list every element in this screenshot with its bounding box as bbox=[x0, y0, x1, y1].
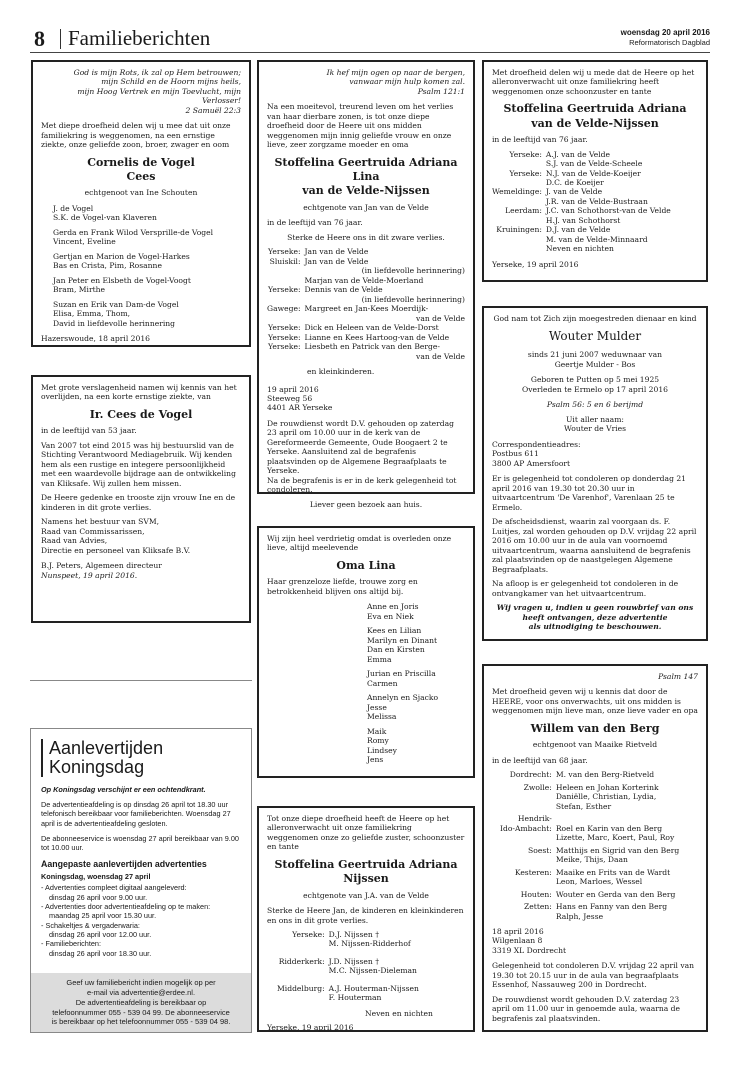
closing-note: Wij vragen u, indien u geen rouwbrief van ons heeft ontvangen, deze advertentie als uitnodiging te beschouwen. bbox=[496, 603, 694, 632]
obituary-wouter-mulder bbox=[482, 306, 708, 641]
comfort-text: De Heere gedenke en trooste zijn vrouw Ine en de kinderen in dit grote verlies. bbox=[41, 493, 236, 512]
address-block: Correspondentieadres: Postbus 611 3800 AP Amersfoort bbox=[492, 439, 581, 468]
relatives-table: Yerseke: D.J. Nijssen † M. Nijssen-Ridderhof Ridderkerk: J.D. Nijssen † M.C. Nijssen-Dieleman Middelburg: A.J. Houterman-Nijssen F. Houterman bbox=[277, 929, 419, 1003]
grandchildren-line: en kleinkinderen. bbox=[307, 367, 375, 377]
deceased-name: Stoffelina Geertruida Adriana van de Velde-Nijssen bbox=[503, 102, 687, 130]
intro-text: Met droefheid delen wij u mede dat de Heere op het alleronverwacht uit onze familiekring heeft weggenomen onze schoonzuster en tante bbox=[492, 68, 695, 96]
relatives-table: Dordrecht: M. van den Berg-Rietveld Zwolle: Heleen en Johan Korterink Daniëlle, Christian, Lydia, Stefan, Esther Hendrik- Ido-Ambacht: Roel en Karin van den Berg Lizette, Marc, Koert, Paul, Roy Soest: Matthijs en Sigrid van den Berg Meike, Thijs, Daan Kesteren: Maaike en Frits van de Wardt Leon, Marloes, Wessel Houten: Wouter en Gerda van den Berg Zetten: Hans en Fanny van den Berg Ralph, Jesse bbox=[500, 770, 680, 921]
relatives-table: Yerseke: A.J. van de Velde S.J. van de Velde-Scheele Yerseke: N.J. van de Velde-Koeijer D.C. de Koeijer Wemeldinge: J. van de Velde J.R. van de Velde-Bustraan Leerdam: J.C. van Schothorst-van de Velde H.J. van Schothorst Kruiningen: D.J. van de Velde M. van de Velde-Minnaard Neven en nichten bbox=[492, 149, 671, 254]
tribute-text: Van 2007 tot eind 2015 was hij bestuurslid van de Stichting Verantwoord Mediagebruik. Wij kenden hem als een rustige en integere persoonlijkheid met een waardevolle bijdrage aan de ontwikkeling van Kliksafe. Wij zullen hem missen. bbox=[41, 440, 236, 488]
family-group: Gerda en Frank Wilod Versprille-de Vogel Vincent, Eveline bbox=[53, 227, 214, 247]
obituary-stoffelina-family bbox=[482, 60, 708, 282]
bible-verse: God is mijn Rots, ik zal op Hem betrouwen; mijn Schild en de Hoorn mijns heils, mijn Hoog Vertrek en mijn Toevlucht, mijn Verlosser! 2 Samuël 22:3 bbox=[73, 68, 241, 115]
contact-footer: Geef uw familiebericht indien mogelijk op per e-mail via advertentie@erdee.nl. De advertentieafdeling is bereikbaar op telefoonnummer 055 - 539 04 99. De abonneeservice is bereikbaar op het telefoonnummer 055 - 539 04 98. bbox=[31, 973, 251, 1032]
obituary-willem-van-den-berg bbox=[482, 664, 708, 1032]
koningsdag-notice bbox=[30, 728, 252, 1033]
intro-text: Tot onze diepe droefheid heeft de Heere op het alleronverwacht uit onze familiekring weggenomen onze zo geliefde zuster, schoonzuster en tante bbox=[267, 814, 465, 852]
condolence-note: Na de begrafenis is er in de kerk gelegenheid tot condoleren. bbox=[267, 475, 457, 495]
page-number: 8 bbox=[34, 26, 45, 51]
intro-text: God nam tot Zich zijn moegestreden dienaar en kind bbox=[493, 314, 697, 323]
deceased-name: Oma Lina bbox=[336, 558, 396, 572]
spouse-line: echtgenoot van Ine Schouten bbox=[84, 188, 198, 198]
closing-line: Liever geen bezoek aan huis. bbox=[309, 499, 423, 509]
after-text: Na afloop is er gelegenheid tot condoleren in de ontvangkamer van het uitvaartcentrum. bbox=[492, 579, 679, 598]
nieces-line: Neven en nichten bbox=[365, 1008, 433, 1018]
family-list bbox=[41, 204, 241, 328]
deadline-list: - Advertenties compleet digitaal aangeleverd: dinsdag 26 april voor 9.00 uur. - Advertenties door advertentieafdeling op te maken: maandag 25 april voor 15.30 uur. - Schakeltjes & vergaderwaria: dinsdag 26 april voor 12.00 uur. - Familieberichten: dinsdag 26 april voor 18.30 uur. bbox=[41, 883, 211, 958]
condolence-text: Gelegenheid tot condoleren D.V. vrijdag 22 april van 19.30 tot 20.15 uur in de aula van begraafplaats Essenhof, Nassauweg 200 in Dordrecht. bbox=[492, 961, 695, 990]
service-text: De afscheidsdienst, waarin zal voorgaan ds. F. Luitjes, zal worden gehouden op D.V. vrijdag 22 april 2016 om 10.00 uur in de aula van voornoemd uitvaartcentrum, waarna aansluitend de begrafenis zal plaatsvinden op de naastgelegen Algemene Begraafplaats. bbox=[492, 517, 697, 574]
bible-verse: Ik hef mijn ogen op naar de bergen, vanwaar mijn hulp komen zal. Psalm 121:1 bbox=[326, 68, 465, 96]
widower-line: sinds 21 juni 2007 weduwnaar van Geertje Mulder - Bos bbox=[527, 350, 663, 369]
deceased-name: Stoffelina Geertruida Adriana Nijssen bbox=[274, 857, 458, 886]
notice-paragraph: De advertentieafdeling is op dinsdag 26 april tot 18.30 uur telefonisch bereikbaar voor familieberichten. Woensdag 27 april is de advertentieafdeling gesloten. bbox=[41, 800, 231, 828]
age-line: in de leeftijd van 76 jaar. bbox=[267, 218, 363, 228]
obituary-stoffelina-nijssen bbox=[257, 806, 475, 1032]
address-block: 18 april 2016 Wilgenlaan 8 3319 XL Dordrecht bbox=[492, 927, 567, 955]
deceased-name: Willem van den Berg bbox=[530, 721, 660, 735]
deceased-name: Wouter Mulder bbox=[548, 329, 642, 344]
condolence-text: Er is gelegenheid tot condoleren op donderdag 21 april 2016 van 19.30 tot 20.30 uur in uitvaartcentrum 'De Varenhof', Varenlaan 25 te Ermelo. bbox=[492, 474, 687, 512]
place-date: Yerseke, 19 april 2016 bbox=[267, 1023, 354, 1033]
signature: B.J. Peters, Algemeen directeur bbox=[41, 561, 162, 571]
comfort-line: Sterke de Heere ons in dit zware verlies. bbox=[287, 232, 445, 242]
family-group: Gertjan en Marion de Vogel-Harkes Bas en Crista, Pim, Rosanne bbox=[53, 251, 190, 271]
header-divider bbox=[60, 29, 61, 49]
place-date: Yerseke, 19 april 2016 bbox=[492, 259, 579, 269]
service-text: De rouwdienst wordt gehouden D.V. zaterdag 23 april om 11.00 uur in genoemde aula, waarna de begrafenis zal plaatsvinden. bbox=[492, 994, 681, 1023]
on-behalf: Namens het bestuur van SVM, Raad van Commissarissen, Raad van Advies, Directie en personeel van Kliksafe B.V. bbox=[41, 517, 191, 555]
life-dates: Geboren te Putten op 5 mei 1925 Overleden te Ermelo op 17 april 2016 bbox=[521, 375, 668, 394]
obituary-ir-cees-de-vogel bbox=[31, 375, 251, 623]
age-line: in de leeftijd van 76 jaar. bbox=[492, 135, 588, 145]
notice-paragraph: De abonneeservice is woensdag 27 april bereikbaar van 9.00 tot 10.00 uur. bbox=[41, 834, 239, 853]
column-divider bbox=[30, 680, 252, 681]
place-date: Hazerswoude, 18 april 2016 bbox=[41, 334, 151, 344]
family-group: Suzan en Erik van Dam-de Vogel Elisa, Emma, Thom, David in liefdevolle herinnering bbox=[53, 299, 179, 328]
family-group: J. de Vogel S.K. de Vogel-van Klaveren bbox=[53, 203, 157, 223]
age-line: in de leeftijd van 53 jaar. bbox=[41, 426, 137, 436]
deceased-name: Ir. Cees de Vogel bbox=[89, 407, 193, 421]
notice-title: Aanlevertijden Koningsdag bbox=[41, 739, 243, 777]
psalm-reference: Psalm 56: 5 en 6 berijmd bbox=[546, 400, 644, 410]
page-header bbox=[30, 26, 710, 53]
intro-text: Met grote verslagenheid namen wij kennis van het overlijden, na een korte ernstige ziekte, van bbox=[41, 383, 237, 402]
obituary-oma-lina bbox=[257, 526, 475, 778]
address-block: 19 april 2016 Steeweg 56 4401 AR Yerseke bbox=[267, 384, 333, 413]
intro-text: Met droefheid geven wij u kennis dat door de HEERE, voor ons onverwachts, uit ons midden is weggenomen mijn lieve man, onze lieve vader en opa bbox=[492, 687, 698, 716]
comfort-text: Sterke de Heere Jan, de kinderen en kleinkinderen en ons in dit grote verlies. bbox=[267, 906, 464, 925]
intro-text: Wij zijn heel verdrietig omdat is overleden onze lieve, altijd meelevende bbox=[267, 534, 452, 553]
intro-text: Na een moeitevol, treurend leven om het verlies van haar dierbare zonen, is tot onze diepe droefheid door de Heere uit ons midden weggenomen mijn innig geliefde vrouw en onze lieve, zeer zorgzame moeder en oma bbox=[267, 102, 454, 150]
issue-date: woensdag 20 april 2016 bbox=[620, 28, 710, 37]
deceased-name: Cornelis de Vogel Cees bbox=[87, 155, 195, 184]
family-group: Jan Peter en Elsbeth de Vogel-Voogt Bram, Mirthe bbox=[53, 275, 191, 295]
spouse-line: echtgenote van Jan van de Velde bbox=[303, 202, 429, 212]
section-title: Familieberichten bbox=[68, 26, 211, 50]
intro-text: Met diepe droefheid delen wij u mee dat uit onze familiekring is weggenomen, na een ernstige ziekte, onze geliefde zoon, broer, zwager en oom bbox=[41, 121, 231, 150]
age-line: in de leeftijd van 68 jaar. bbox=[492, 755, 588, 765]
spouse-line: echtgenoot van Maaike Rietveld bbox=[532, 740, 658, 750]
funeral-text: De rouwdienst wordt D.V. gehouden op zaterdag 23 april om 10.00 uur in de kerk van de Gereformeerde Gemeente, Oude Boogaert 2 te Yerseke. Aansluitend zal de begrafenis plaatsvinden op de Algemene Begraafplaats te Yerseke. bbox=[267, 418, 455, 476]
notice-lead: Op Koningsdag verschijnt er een ochtendkrant. bbox=[41, 784, 206, 794]
obituary-lina-van-de-velde bbox=[257, 60, 475, 509]
deceased-name: Stoffelina Geertruida Adriana Lina van de Velde-Nijssen bbox=[274, 155, 458, 198]
obituary-cornelis-de-vogel bbox=[31, 60, 251, 347]
on-behalf: Uit aller naam: Wouter de Vries bbox=[563, 414, 627, 434]
place-date: Nunspeet, 19 april 2016. bbox=[41, 570, 138, 580]
bible-verse: Psalm 147 bbox=[658, 672, 698, 681]
publication-name: Reformatorisch Dagblad bbox=[629, 38, 710, 47]
notice-heading: Aangepaste aanlevertijden advertenties bbox=[41, 858, 207, 869]
relatives-table: Yerseke: Jan van de Velde Sluiskil: Jan van de Velde (in liefdevolle herinnering) Marjan van de Velde-Moerland Yerseke: Dennis van de Velde (in liefdevolle herinnering) Gawege: Margreet en Jan-Kees Moerdijk- van de Velde Yerseke: Dick en Heleen van de Velde-Dorst Yerseke: Lianne en Kees Hartoog-van de Velde Yerseke: Liesbeth en Patrick van den Berge- van de Velde bbox=[267, 247, 465, 361]
grandchildren-list: Anne en Joris Eva en Niek Kees en Lilian Marilyn en Dinant Dan en Kirsten Emma Jurian en Priscilla Carmen Annelyn en Sjacko Jesse Melissa Maik Romy Lindsey Jens bbox=[367, 602, 439, 765]
spouse-line: echtgenote van J.A. van de Velde bbox=[303, 890, 429, 900]
tribute-text: Haar grenzeloze liefde, trouwe zorg en betrokkenheid blijven ons altijd bij. bbox=[267, 577, 418, 596]
notice-subheading: Koningsdag, woensdag 27 april bbox=[41, 872, 151, 881]
